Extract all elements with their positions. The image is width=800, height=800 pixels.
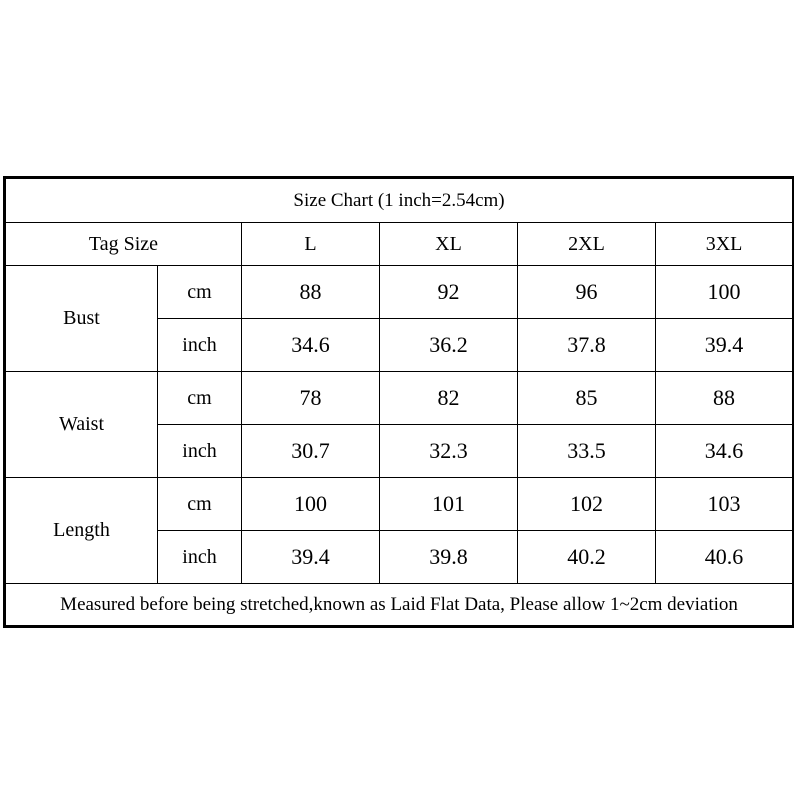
- unit-cm: cm: [158, 266, 242, 319]
- unit-cm: cm: [158, 372, 242, 425]
- value-cell: 82: [380, 372, 518, 425]
- unit-inch: inch: [158, 319, 242, 372]
- value-cell: 92: [380, 266, 518, 319]
- value-cell: 34.6: [242, 319, 380, 372]
- value-cell: 78: [242, 372, 380, 425]
- value-cell: 39.4: [656, 319, 793, 372]
- value-cell: 30.7: [242, 425, 380, 478]
- value-cell: 33.5: [518, 425, 656, 478]
- size-header-2xl: 2XL: [518, 223, 656, 266]
- value-cell: 32.3: [380, 425, 518, 478]
- unit-inch: inch: [158, 531, 242, 584]
- size-header-l: L: [242, 223, 380, 266]
- size-chart-table: [5, 178, 793, 626]
- table-row: [6, 372, 793, 425]
- row-label-bust: Bust: [6, 266, 158, 372]
- value-cell: 101: [380, 478, 518, 531]
- value-cell: 39.4: [242, 531, 380, 584]
- size-header-xl: XL: [380, 223, 518, 266]
- size-header-3xl: 3XL: [656, 223, 793, 266]
- value-cell: 40.2: [518, 531, 656, 584]
- value-cell: 37.8: [518, 319, 656, 372]
- value-cell: 88: [656, 372, 793, 425]
- table-row: [6, 266, 793, 319]
- unit-inch: inch: [158, 425, 242, 478]
- value-cell: 39.8: [380, 531, 518, 584]
- value-cell: 85: [518, 372, 656, 425]
- unit-cm: cm: [158, 478, 242, 531]
- value-cell: 96: [518, 266, 656, 319]
- row-label-length: Length: [6, 478, 158, 584]
- value-cell: 40.6: [656, 531, 793, 584]
- value-cell: 100: [656, 266, 793, 319]
- chart-title: Size Chart (1 inch=2.54cm): [6, 179, 793, 223]
- table-row: [6, 478, 793, 531]
- row-label-waist: Waist: [6, 372, 158, 478]
- value-cell: 36.2: [380, 319, 518, 372]
- value-cell: 34.6: [656, 425, 793, 478]
- value-cell: 88: [242, 266, 380, 319]
- value-cell: 102: [518, 478, 656, 531]
- value-cell: 103: [656, 478, 793, 531]
- value-cell: 100: [242, 478, 380, 531]
- tag-size-header: Tag Size: [6, 223, 242, 266]
- size-chart: [3, 176, 794, 628]
- header-row: [6, 223, 793, 266]
- footer-note: Measured before being stretched,known as Laid Flat Data, Please allow 1~2cm deviation: [6, 584, 793, 626]
